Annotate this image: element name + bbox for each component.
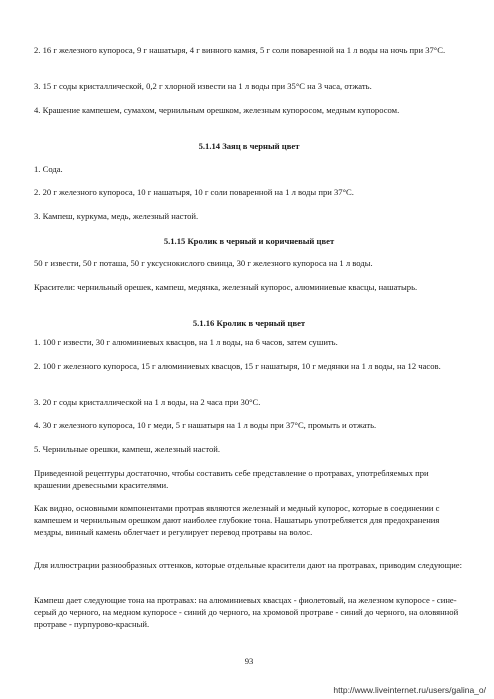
paragraph: 2. 20 г железного купороса, 10 г нашатыря, 10 г соли поваренной на 1 л воды при 37°С.	[34, 187, 354, 197]
paragraph: 1. Сода.	[34, 164, 63, 174]
paragraph: Красители: чернильный орешек, кампеш, медянка, железный купорос, алюминиевые квасцы, нашатырь.	[34, 282, 418, 292]
watermark-url: http://www.liveinternet.ru/users/galina_o/	[333, 685, 486, 695]
section-heading: 5.1.16 Кролик в черный цвет	[192, 318, 306, 328]
page-number: 93	[244, 656, 254, 666]
paragraph: 3. Кампеш, куркума, медь, железный настой.	[34, 211, 199, 221]
paragraph: 1. 100 г извести, 30 г алюминиевых квасцов, на 1 л воды, на 6 часов, затем сушить.	[34, 337, 338, 347]
section-heading: 5.1.15 Кролик в черный и коричневый цвет	[163, 236, 335, 246]
paragraph: 2. 100 г железного купороса, 15 г алюминиевых квасцов, 15 г нашатыря, 10 г медянки на 1 л воды, на 12 часов.	[34, 361, 441, 371]
paragraph: Приведенной рецептуры достаточно, чтобы составить себе представление о протравах, употребляемых при крашении древесными красителями.	[34, 468, 429, 490]
paragraph: 50 г извести, 50 г поташа, 50 г уксуснокислого свинца, 30 г железного купороса на 1 л воды.	[34, 258, 373, 268]
paragraph: 4. 30 г железного купороса, 10 г меди, 5 г нашатыря на 1 л воды при 37°С, промыть и отжать.	[34, 420, 377, 430]
paragraph: 3. 20 г соды кристаллической на 1 л воды, на 2 часа при 30°С.	[34, 397, 261, 407]
paragraph: Кампеш дает следующие тона на протравах: на алюминиевых квасцах - фиолетовый, на железном купоросе - сине-серый до черного, на медном купоросе - синий до черного, на хромовой протраве - синий до черного, на оловянной протраве - пурпурово-красный.	[34, 595, 459, 629]
paragraph: 4. Крашение кампешем, сумахом, чернильным орешком, железным купоросом, медным купоросом.	[34, 105, 400, 115]
paragraph: 2. 16 г железного купороса, 9 г нашатыря, 4 г винного камня, 5 г соли поваренной на 1 л воды на ночь при 37°С.	[34, 45, 446, 55]
paragraph: Как видно, основными компонентами протрав являются железный и медный купорос, которые в соединении с кампешем и чернильным орешком дают наиболее глубокие тона. Нашатырь употребляется для предохранения мездры, винный камень облегчает и регулирует перевод протравы на волос.	[34, 503, 440, 537]
paragraph: 3. 15 г соды кристаллической, 0,2 г хлорной извести на 1 л воды при 35°С на 3 часа, отжать.	[34, 81, 372, 91]
section-heading: 5.1.14 Заяц в черный цвет	[198, 141, 300, 151]
paragraph: 5. Чернильные орешки, кампеш, железный настой.	[34, 444, 221, 454]
paragraph: Для иллюстрации разнообразных оттенков, которые отдельные красители дают на протравах, приводим следующие:	[34, 560, 463, 570]
